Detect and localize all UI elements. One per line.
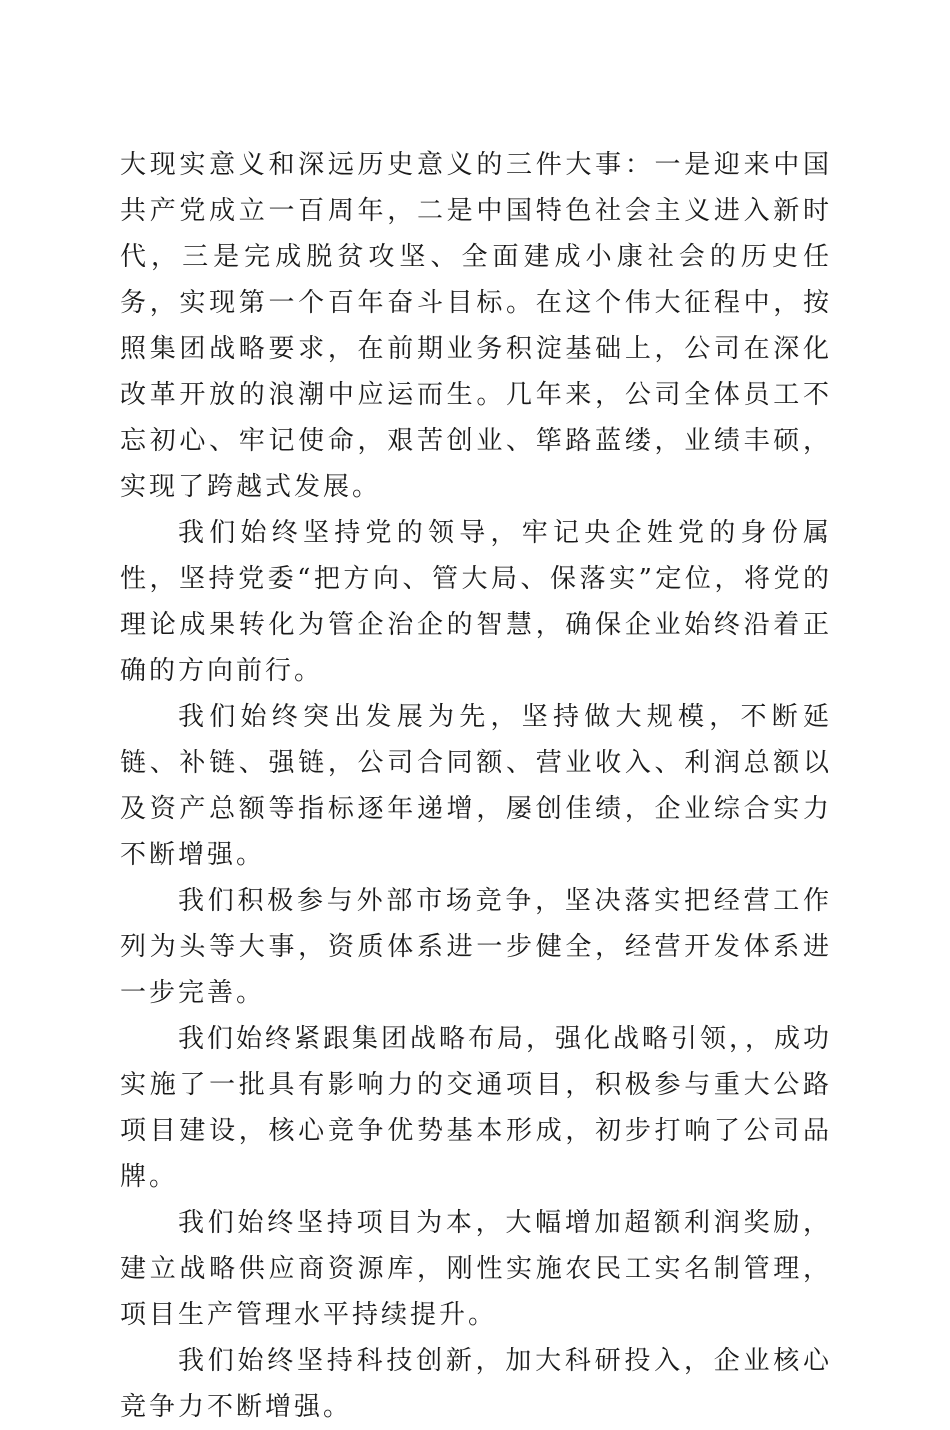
paragraph-strategy-layout: 我们始终紧跟集团战略布局，强化战略引领，，成功实施了一批具有影响力的交通项目，积极参与重大公路项目建设，核心竞争优势基本形成，初步打响了公司品牌。 bbox=[120, 1024, 833, 1192]
paragraph-tech-innovation: 我们始终坚持科技创新，加大科研投入，企业核心竞争力不断增强。 bbox=[120, 1346, 832, 1422]
paragraph-party-leadership: 我们始终坚持党的领导，牢记央企姓党的身份属性，坚持党委“把方向、管大局、保落实”定位，将党的理论成果转化为管企治企的智慧，确保企业始终沿着正确的方向前行。 bbox=[120, 518, 832, 686]
paragraph-development-first: 我们始终突出发展为先，坚持做大规模，不断延链、补链、强链，公司合同额、营业收入、利润总额以及资产总额等指标逐年递增，屡创佳绩，企业综合实力不断增强。 bbox=[120, 702, 832, 870]
document-body bbox=[120, 142, 832, 1430]
paragraph-market-competition: 我们积极参与外部市场竞争，坚决落实把经营工作列为头等大事，资质体系进一步健全，经营开发体系进一步完善。 bbox=[120, 886, 832, 1008]
paragraph-project-focus: 我们始终坚持项目为本，大幅增加超额利润奖励，建立战略供应商资源库，刚性实施农民工实名制管理，项目生产管理水平持续提升。 bbox=[120, 1208, 832, 1330]
paragraph-continuation: 大现实意义和深远历史意义的三件大事：一是迎来中国共产党成立一百周年，二是中国特色社会主义进入新时代，三是完成脱贫攻坚、全面建成小康社会的历史任务，实现第一个百年奋斗目标。在这个伟大征程中，按照集团战略要求，在前期业务积淀基础上，公司在深化改革开放的浪潮中应运而生。几年来，公司全体员工不忘初心、牢记使命，艰苦创业、筚路蓝缕，业绩丰硕，实现了跨越式发展。 bbox=[120, 150, 832, 502]
